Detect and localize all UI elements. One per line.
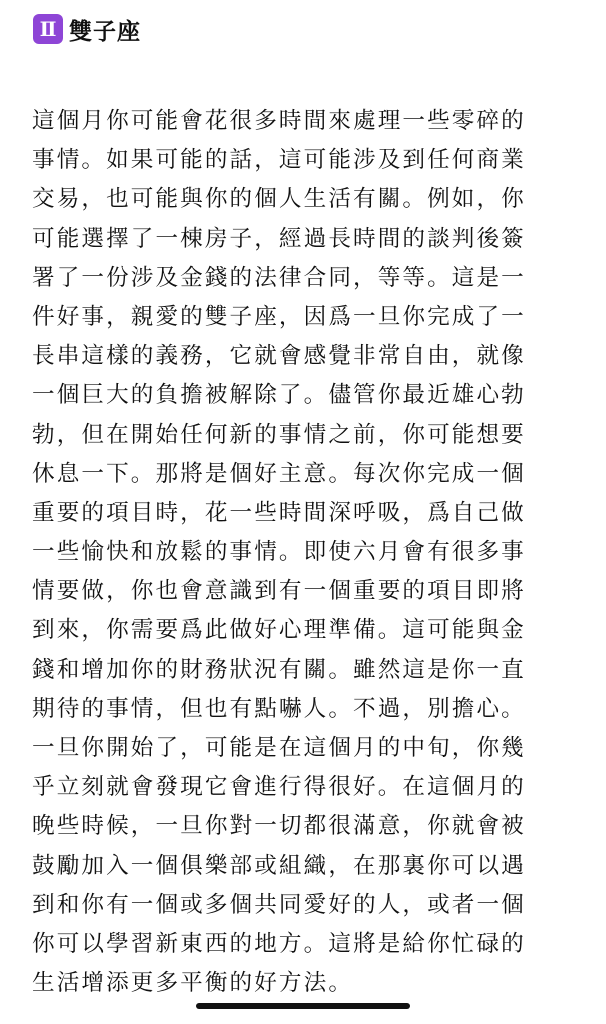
article-line: 生活增添更多平衡的好方法。 [32,970,354,997]
article-line: 事情。如果可能的話，這可能涉及到任何商業 [32,147,526,174]
article-line: 長串這樣的義務，它就會感覺非常自由，就像 [32,343,526,370]
article-line: 鼓勵加入一個俱樂部或組織，在那裏你可以遇 [32,852,526,879]
article-line: 晚些時候，一旦你對一切都很滿意，你就會被 [32,813,526,840]
article-line: 可能選擇了一棟房子，經過長時間的談判後簽 [32,225,526,252]
article-line: 勃，但在開始任何新的事情之前，你可能想要 [32,421,526,448]
article-line: 一旦你開始了，可能是在這個月的中旬，你幾 [32,735,526,761]
article-line: 到來，你需要爲此做好心理準備。這可能與金 [32,617,526,644]
section-header [33,12,141,46]
gemini-zodiac-icon: Ⅱ [33,14,63,44]
article-line: 一些愉快和放鬆的事情。即使六月會有很多事 [32,539,526,566]
horoscope-article [32,102,576,1003]
article-line: 你可以學習新東西的地方。這將是給你忙碌的 [32,930,526,957]
article-line: 休息一下。那將是個好主意。每次你完成一個 [32,460,526,487]
page-title: 雙子座 [69,18,141,45]
article-line: 署了一份涉及金錢的法律合同，等等。這是一 [32,264,526,291]
article-line: 錢和增加你的財務狀況有關。雖然這是你一直 [32,656,526,683]
article-line: 情要做，你也會意識到有一個重要的項目即將 [32,578,526,605]
article-line: 期待的事情，但也有點嚇人。不過，別擔心。 [32,695,526,722]
article-line: 一個巨大的負擔被解除了。儘管你最近雄心勃 [32,382,526,409]
article-line: 到和你有一個或多個共同愛好的人，或者一個 [32,891,526,918]
article-line: 件好事，親愛的雙子座，因爲一旦你完成了一 [32,303,526,330]
article-line: 乎立刻就會發現它會進行得很好。在這個月的 [32,774,526,801]
home-indicator[interactable] [196,1003,410,1009]
article-line: 這個月你可能會花很多時間來處理一些零碎的 [32,108,526,134]
article-line: 交易，也可能與你的個人生活有關。例如，你 [32,186,526,213]
article-line: 重要的項目時，花一些時間深呼吸，爲自己做 [32,499,526,526]
